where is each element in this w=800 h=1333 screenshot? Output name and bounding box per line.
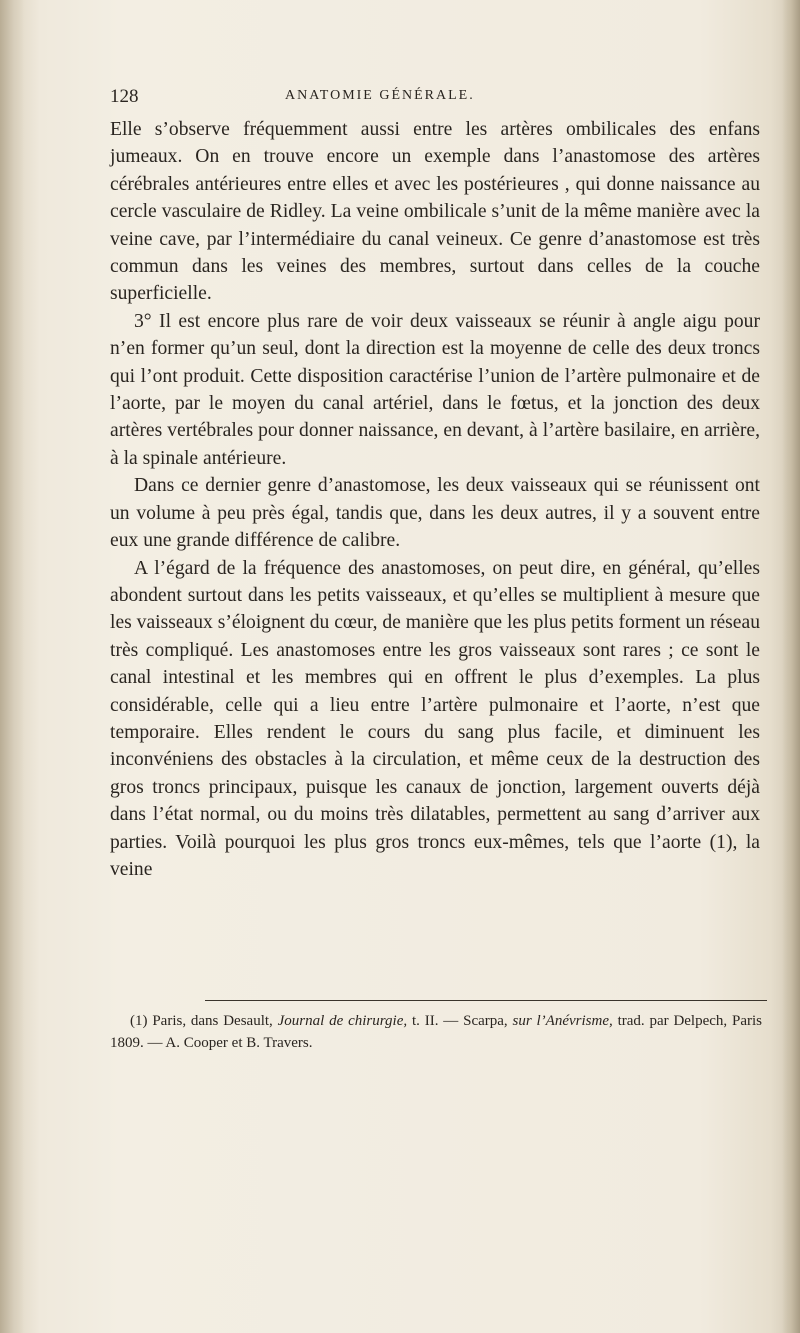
footnote-journal: Journal de chirurgie, <box>277 1013 408 1029</box>
footnote-tail: trad. par Delpech, Paris 1809. — A. Cooper et B. Travers. <box>110 1013 762 1051</box>
paragraph-2: 3° Il est encore plus rare de voir deux vaisseaux se réunir à angle aigu pour n’en former qu’un seul, dont la direction est la moyenne de celle des deux troncs qui l’ont produit. Cette disposition caractérise l’union de l’artère pulmonaire et de l’aorte, par le moyen du canal artériel, dans le fœtus, et la jonction des deux artères vertébrales pour donner naissance, en devant, à l’artère basilaire, en arrière, à la spinale antérieure. <box>110 310 760 469</box>
running-title: ANATOMIE GÉNÉRALE. <box>285 88 475 103</box>
page-binding-shadow <box>0 0 24 1333</box>
paragraph-3: Dans ce dernier genre d’anastomose, les deux vaisseaux qui se réunissent ont un volume à peu près égal, tandis que, dans les deux autres, il y a souvent entre eux une grande différence de calibre. <box>110 475 760 552</box>
footnotes <box>110 1010 762 1054</box>
footnote-1 <box>110 1010 762 1054</box>
page-edge-shadow <box>782 0 800 1333</box>
page-header <box>110 86 760 110</box>
paragraph-4: A l’égard de la fréquence des anastomoses, on peut dire, en général, qu’elles abondent surtout dans les petits vaisseaux, et qu’elles se multiplient à mesure que les vaisseaux s’éloignent du cœur, de manière que les plus petits forment un réseau très compliqué. Les anastomoses entre les gros vaisseaux sont rares ; ce sont le canal intestinal et les membres qui en offrent le plus d’exemples. La plus considérable, celle qui a lieu entre l’artère pulmonaire et l’aorte, n’est que temporaire. Elles rendent le cours du sang plus facile, et diminuent les inconvéniens des obstacles à la circulation, et même ceux de la destruction des gros troncs principaux, puisque les canaux de jonction, largement ouverts déjà dans l’état normal, ou du moins très dilatables, permettent au sang d’arriver aux parties. Voilà pourquoi les plus gros troncs eux-mêmes, tels que l’aorte (1), la veine <box>110 557 760 880</box>
footnote-rule <box>205 1000 767 1001</box>
footnote-mid: t. II. — Scarpa, <box>411 1013 508 1029</box>
page-number: 128 <box>110 86 139 107</box>
footnote-work: l’Anévrisme, <box>536 1013 613 1029</box>
footnote-sur: sur <box>512 1013 532 1029</box>
body-text <box>110 116 760 883</box>
footnote-lead: (1) Paris, dans Desault, <box>130 1013 273 1029</box>
paragraph-1: Elle s’observe fréquemment aussi entre les artères ombilicales des enfans jumeaux. On en trouve encore un exemple dans l’anastomose des artères cérébrales antérieures entre elles et avec les postérieures , qui donne naissance au cercle vasculaire de Ridley. La veine ombilicale s’unit de la même manière avec la veine cave, par l’intermédiaire du canal veineux. Ce genre d’anastomose est très commun dans les veines des membres, surtout dans celles de la couche superficielle. <box>110 119 760 305</box>
